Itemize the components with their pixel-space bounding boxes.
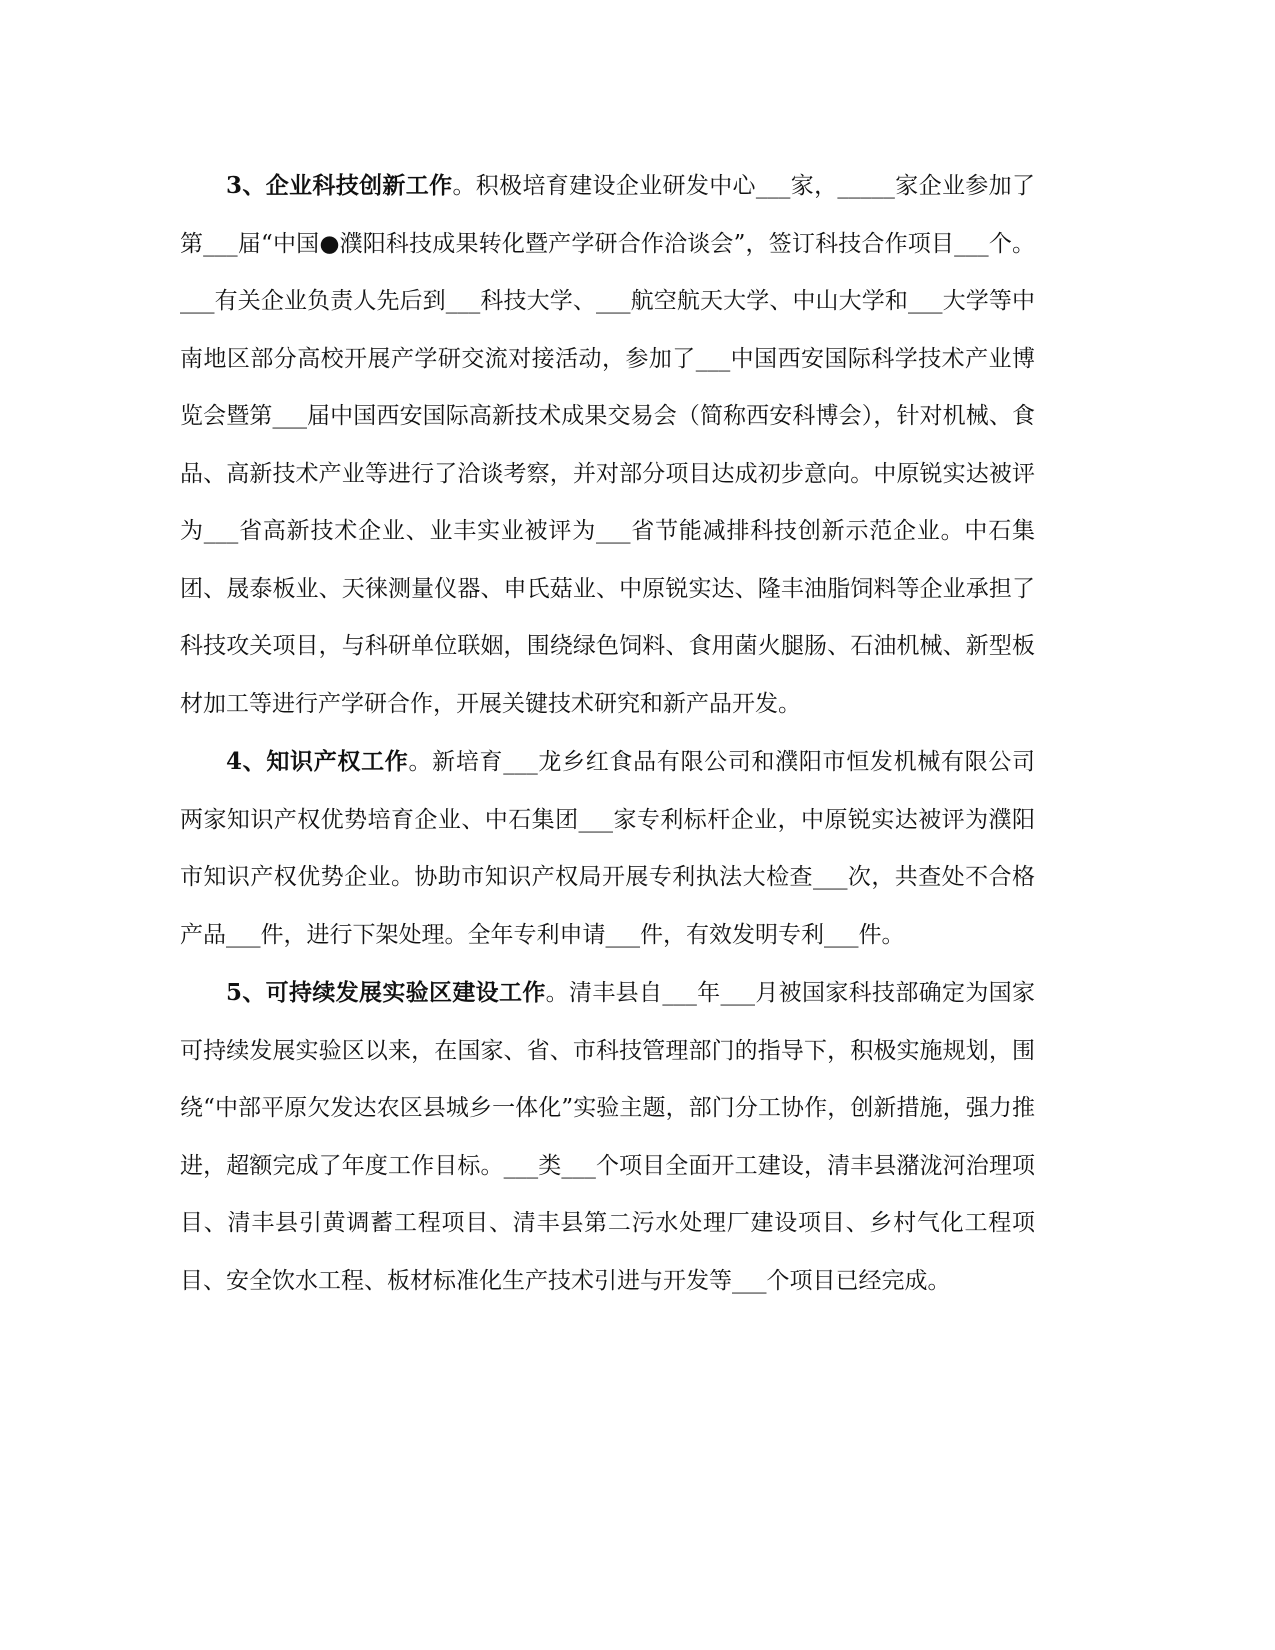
section-heading-5: 5、可持续发展实验区建设工作 [226,979,546,1006]
paragraph-body-5: 。清丰县自___年___月被国家科技部确定为国家可持续发展实验区以来，在国家、省、市科技管理部门的指导下，积极实施规划，围绕“中部平原欠发达农区县城乡一体化”实验主题，部门分工协作，创新措施，强力推进，超额完成了年度工作目标。___类___个项目全面开工建设，清丰县潴泷河治理项目、清丰县引黄调蓄工程项目、清丰县第二污水处理厂建设项目、乡村气化工程项目、安全饮水工程、板材标准化生产技术引进与开发等___个项目已经完成。 [180,980,1035,1294]
section-heading-3: 3、企业科技创新工作 [226,172,453,199]
paragraph-sustainable-development [180,964,1035,1310]
paragraph-body-4: 。新培育___龙乡红食品有限公司和濮阳市恒发机械有限公司两家知识产权优势培育企业、中石集团___家专利标杆企业，中原锐实达被评为濮阳市知识产权优势企业。协助市知识产权局开展专利执法大检查___次，共查处不合格产品___件，进行下架处理。全年专利申请___件，有效发明专利___件。 [180,749,1036,948]
document-page [180,157,1035,1310]
section-heading-4: 4、知识产权工作 [226,748,409,775]
paragraph-enterprise-innovation [180,157,1035,733]
paragraph-intellectual-property [180,733,1035,964]
paragraph-body-3: 。积极培育建设企业研发中心___家，_____家企业参加了第___届“中国●濮阳科技成果转化暨产学研合作洽谈会”，签订科技合作项目___个。___有关企业负责人先后到___科技大学、___航空航天大学、中山大学和___大学等中南地区部分高校开展产学研交流对接活动，参加了___中国西安国际科学技术产业博览会暨第___届中国西安国际高新技术成果交易会（简称西安科博会），针对机械、食品、高新技术产业等进行了洽谈考察，并对部分项目达成初步意向。中原锐实达被评为___省高新技术企业、业丰实业被评为___省节能减排科技创新示范企业。中石集团、晟泰板业、天徕测量仪器、申氏菇业、中原锐实达、隆丰油脂饲料等企业承担了科技攻关项目，与科研单位联姻，围绕绿色饲料、食用菌火腿肠、石油机械、新型板材加工等进行产学研合作，开展关键技术研究和新产品开发。 [180,173,1035,717]
